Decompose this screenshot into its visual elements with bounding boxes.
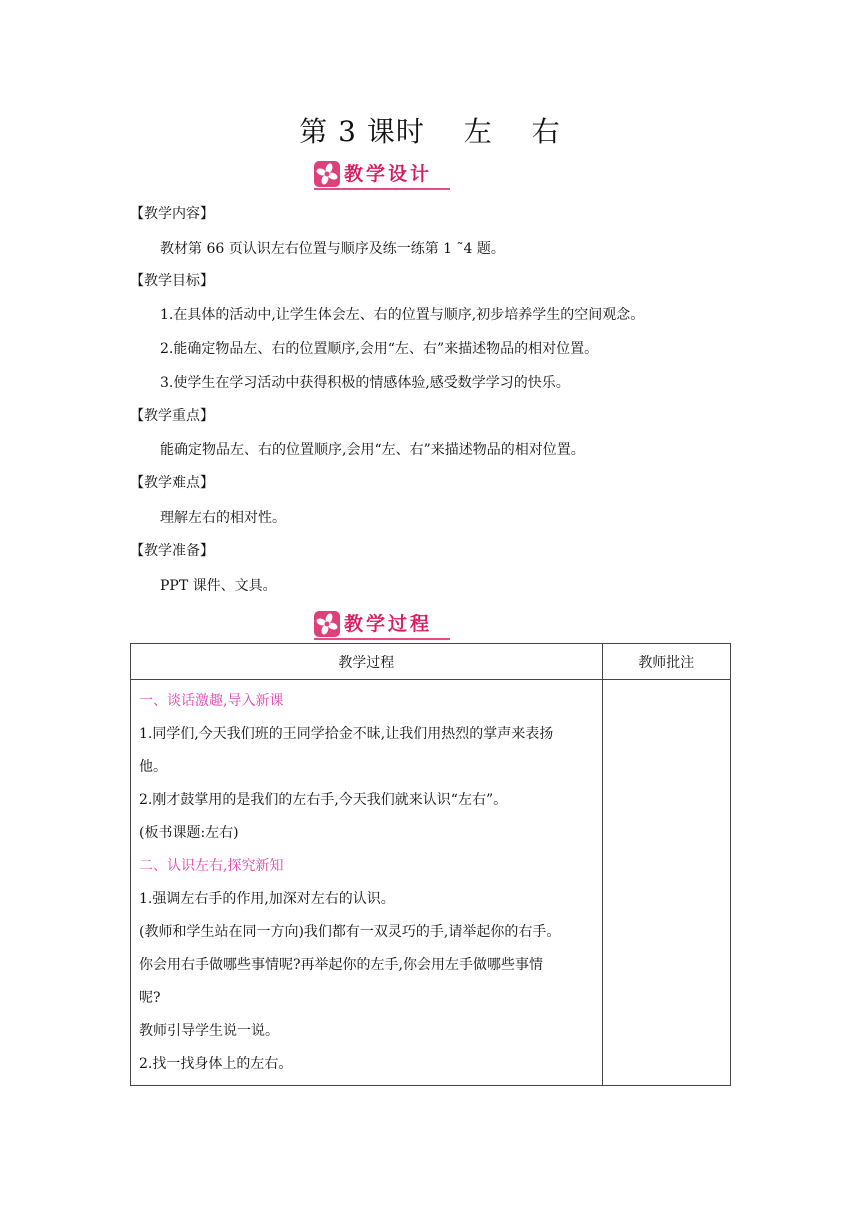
banner-label: 教学过程: [344, 613, 433, 635]
heading-difficulties: 【教学难点】: [130, 475, 214, 491]
heading-objectives: 【教学目标】: [130, 273, 214, 289]
process-table: [130, 643, 731, 1086]
header-process: 教学过程: [131, 644, 603, 680]
page-title: 第 3 课时 左 右: [299, 115, 561, 148]
paragraph: PPT 课件、文具。: [160, 578, 277, 594]
banner-label: 教学设计: [344, 163, 433, 185]
heading-content: 【教学内容】: [130, 206, 214, 222]
flower-logo-icon: [314, 611, 340, 637]
table-row: [131, 680, 731, 1086]
content-line: 1.同学们,今天我们班的王同学拾金不昧,让我们用热烈的掌声来表扬: [139, 726, 554, 742]
teaching-design-banner: [314, 160, 450, 188]
paragraph: 2.能确定物品左、右的位置顺序,会用“左、右”来描述物品的相对位置。: [160, 341, 599, 357]
banner-underline: [314, 188, 450, 190]
content-line: (板书课题:左右): [139, 825, 239, 841]
content-line: (教师和学生站在同一方向)我们都有一双灵巧的手,请举起你的右手。: [139, 924, 561, 940]
content-line: 2.找一找身体上的左右。: [139, 1056, 293, 1072]
flower-logo-icon: [314, 161, 340, 187]
paragraph: 能确定物品左、右的位置顺序,会用“左、右”来描述物品的相对位置。: [160, 442, 585, 458]
header-teacher-notes: 教师批注: [602, 644, 730, 680]
process-cell: [131, 680, 603, 1086]
content-line: 你会用右手做哪些事情呢?再举起你的左手,你会用左手做哪些事情: [139, 957, 543, 973]
content-line: 2.刚才鼓掌用的是我们的左右手,今天我们就来认识“左右”。: [139, 792, 508, 808]
banner-underline: [314, 638, 450, 640]
content-line: 教师引导学生说一说。: [139, 1023, 279, 1039]
content-line: 1.强调左右手的作用,加深对左右的认识。: [139, 891, 395, 907]
paragraph: 1.在具体的活动中,让学生体会左、右的位置与顺序,初步培养学生的空间观念。: [160, 307, 645, 323]
paragraph: 教材第 66 页认识左右位置与顺序及练一练第 1 ˜4 题。: [160, 241, 505, 257]
paragraph: 3.使学生在学习活动中获得积极的情感体验,感受数学学习的快乐。: [160, 375, 570, 391]
section-heading: 一、谈话激趣,导入新课: [139, 693, 284, 709]
content-line: 呢?: [139, 990, 161, 1006]
heading-preparation: 【教学准备】: [130, 543, 214, 559]
table-header-row: [131, 644, 731, 680]
teaching-process-banner: [314, 610, 450, 638]
content-line: 他。: [139, 759, 167, 775]
section-heading: 二、认识左右,探究新知: [139, 858, 284, 874]
teacher-notes-cell: [602, 680, 730, 1086]
paragraph: 理解左右的相对性。: [160, 510, 286, 526]
heading-key-points: 【教学重点】: [130, 408, 214, 424]
